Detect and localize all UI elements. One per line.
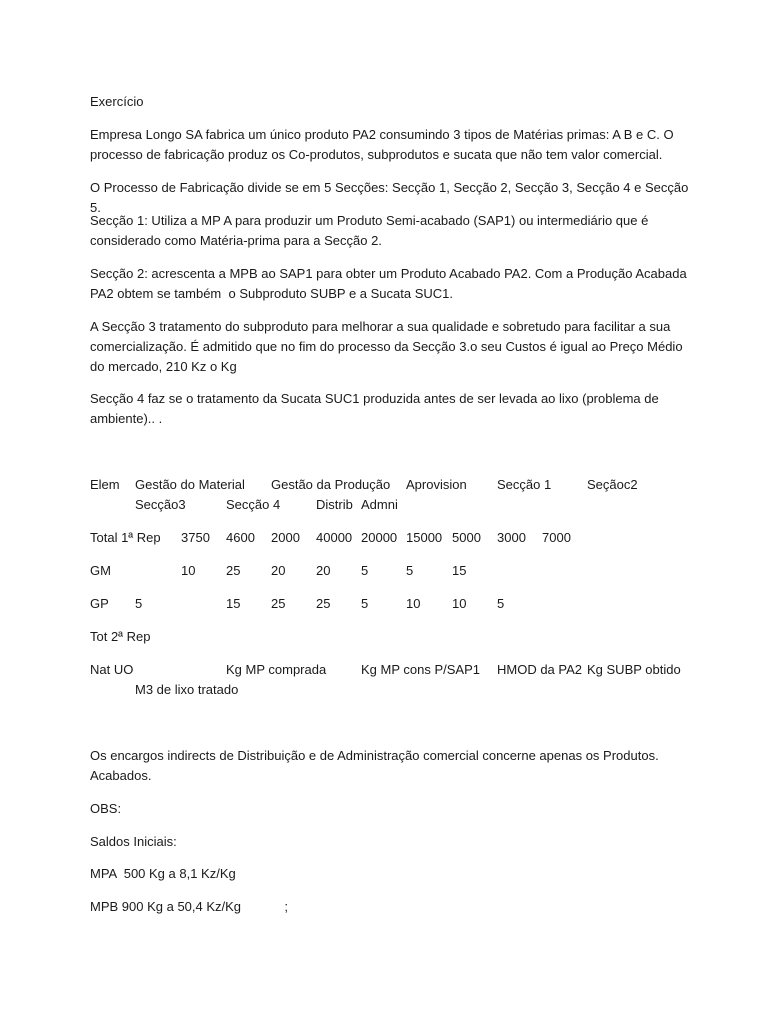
paragraph-obs: OBS: — [90, 801, 122, 816]
table-header-row-2 — [0, 495, 768, 515]
paragraph-mpb: MPB 900 Kg a 50,4 Kz/Kg ; — [90, 899, 288, 914]
table-cell: 25 — [316, 596, 331, 611]
table-row-gm — [0, 561, 768, 581]
paragraph-section-2: Secção 2: acrescenta a MPB ao SAP1 para obter um Produto Acabado PA2. Com a Produção Acabada PA2 obtem se também o Subproduto SUBP e a Sucata SUC1. — [90, 266, 691, 301]
table-cell: GM — [90, 563, 111, 578]
table-row-nat-uo — [0, 660, 768, 680]
paragraph-section-1: Secção 1: Utiliza a MP A para produzir um Produto Semi-acabado (SAP1) ou intermediário que é considerado como Matéria-prima para a Secção 2. — [90, 213, 652, 248]
table-header-cell: Gestão da Produção — [271, 477, 391, 492]
table-cell: 5 — [361, 563, 369, 578]
table-header-cell: Secção 4 — [226, 497, 281, 512]
table-cell: 10 — [406, 596, 421, 611]
table-cell: 20000 — [361, 530, 398, 545]
document-title: Exercício — [90, 94, 144, 109]
table-cell: 7000 — [542, 530, 571, 545]
table-cell: GP — [90, 596, 109, 611]
table-header-cell: Seçãoc2 — [587, 477, 638, 492]
table-header-cell: Distrib — [316, 497, 353, 512]
table-cell: 4600 — [226, 530, 255, 545]
table-cell: Total 1ª Rep — [90, 530, 161, 545]
paragraph-process: O Processo de Fabricação divide se em 5 Secções: Secção 1, Secção 2, Secção 3, Secção 4 e Secção 5. — [90, 180, 692, 215]
table-header-cell: Secção 1 — [497, 477, 552, 492]
table-cell: 25 — [271, 596, 286, 611]
paragraph-company: Empresa Longo SA fabrica um único produto PA2 consumindo 3 tipos de Matérias primas: A B e C. O processo de fabricação produz os Co-produtos, subprodutos e sucata que não tem valor comercial. — [90, 127, 678, 162]
table-row-total-1 — [0, 528, 768, 548]
table-row-total-2 — [0, 627, 768, 647]
table-cell: 5 — [361, 596, 369, 611]
table-cell: 5000 — [452, 530, 481, 545]
table-header-cell: Elem — [90, 477, 120, 492]
paragraph-encargos: Os encargos indirects de Distribuição e de Administração comercial concerne apenas os Produtos. Acabados. — [90, 748, 662, 783]
table-cell: 3750 — [181, 530, 210, 545]
table-cell: M3 de lixo tratado — [135, 682, 239, 697]
paragraph-mpa: MPA 500 Kg a 8,1 Kz/Kg — [90, 866, 236, 881]
table-header-cell: Aprovision — [406, 477, 467, 492]
table-cell: 15 — [452, 563, 467, 578]
paragraph-section-3: A Secção 3 tratamento do subproduto para melhorar a sua qualidade e sobretudo para facilitar a sua comercialização. É admitido que no fim do processo da Secção 3.o seu Custos é igual ao Preço Médio do mercado, 210 Kz o Kg — [90, 319, 687, 374]
table-header-cell: Gestão do Material — [135, 477, 245, 492]
table-cell: 40000 — [316, 530, 353, 545]
paragraph-saldos: Saldos Iniciais: — [90, 834, 177, 849]
table-cell: Kg MP comprada — [226, 662, 327, 677]
table-cell: Tot 2ª Rep — [90, 629, 151, 644]
table-cell: 10 — [181, 563, 196, 578]
table-cell: 20 — [271, 563, 286, 578]
table-header-cell: Admni — [361, 497, 398, 512]
table-cell: Kg MP cons P/SAP1 — [361, 662, 480, 677]
table-cell: 3000 — [497, 530, 526, 545]
table-cell: 5 — [135, 596, 143, 611]
table-cell: 15000 — [406, 530, 443, 545]
table-header-cell: Secção3 — [135, 497, 186, 512]
paragraph-section-4: Secção 4 faz se o tratamento da Sucata SUC1 produzida antes de ser levada ao lixo (problema de ambiente).. . — [90, 391, 663, 426]
table-cell: 10 — [452, 596, 467, 611]
table-row-gp — [0, 594, 768, 614]
table-cell: Nat UO — [90, 662, 134, 677]
table-cell: 2000 — [271, 530, 300, 545]
table-cell: 25 — [226, 563, 241, 578]
table-cell: 5 — [406, 563, 414, 578]
table-cell: Kg SUBP obtido — [587, 662, 681, 677]
table-header-row-1 — [0, 475, 768, 495]
table-cell: 5 — [497, 596, 505, 611]
table-cell: 20 — [316, 563, 331, 578]
table-cell: HMOD da PA2 — [497, 662, 583, 677]
table-row-nat-uo-cont — [0, 680, 768, 700]
table-cell: 15 — [226, 596, 241, 611]
